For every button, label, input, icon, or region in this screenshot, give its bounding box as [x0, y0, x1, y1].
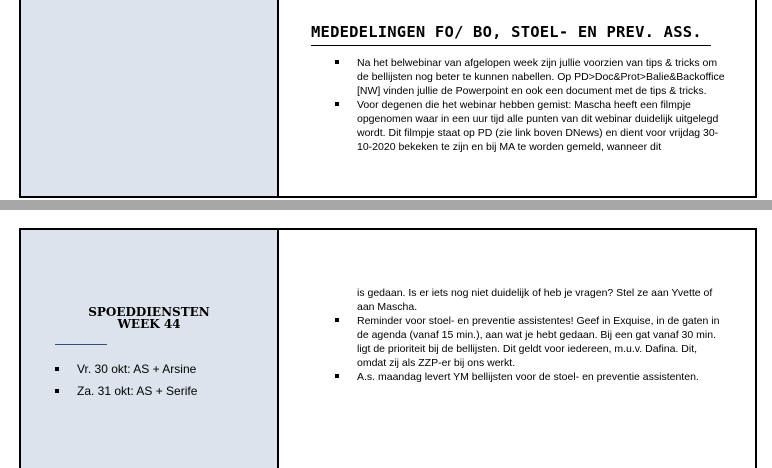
list-item: Vr. 30 okt: AS + Arsine — [55, 358, 197, 380]
newsletter-table — [19, 228, 757, 468]
list-item: Za. 31 okt: AS + Serife — [55, 380, 197, 402]
page-break — [0, 200, 772, 210]
mededelingen-cell — [279, 0, 755, 196]
list-item: Reminder voor stoel- en preventie assistentes! Geef in Exquise, in de gaten in de agenda (vanaf 15 min.), aan wat je hebt gedaan. Bij een gat vanaf 30 min. ligt de prioriteit bij de bellijsten. Dit geldt voor iedereen, m.u.v. Dafina. Dit, omdat zij als ZZP-er bij ons werkt. — [335, 314, 725, 370]
list-item: Na het belwebinar van afgelopen week zijn jullie voorzien van tips & tricks om de bellijsten nog beter te kunnen nabellen. Op PD>Doc&Prot>Balie&Backoffice [NW] vinden jullie de Powerpoint en ook een document met de tips & tricks. — [335, 56, 725, 98]
spoeddiensten-heading: SPOEDDIENSTEN WEEK 44 — [88, 305, 210, 331]
left-cell-empty — [21, 0, 279, 196]
spoeddiensten-cell — [21, 230, 279, 468]
document-page-2 — [0, 210, 772, 454]
heading-underline — [311, 45, 711, 46]
list-item: A.s. maandag levert YM bellijsten voor de stoel- en preventie assistenten. — [335, 370, 725, 384]
list-item: Voor degenen die het webinar hebben gemist: Mascha heeft een filmpje opgenomen waar in een uur tijd alle punten van dit webinar duidelijk uitgelegd wordt. Dit filmpje staat op PD (zie link boven DNews) en dient voor vrijdag 30-10-2020 bekeken te zijn en bij MA te worden gemeld, wanneer dit — [335, 98, 725, 154]
mededelingen-cell-continued — [279, 230, 755, 468]
mededelingen-heading: MEDEDELINGEN FO/ BO, STOEL- EN PREV. ASS. — [311, 23, 702, 41]
spoeddiensten-list — [55, 358, 197, 402]
mededelingen-list — [335, 56, 725, 154]
spoeddiensten-underline — [55, 344, 107, 345]
list-item-continuation: is gedaan. Is er iets nog niet duidelijk of heb je vragen? Stel ze aan Yvette of aan Mascha. — [357, 287, 713, 313]
document-page-1 — [0, 0, 772, 200]
newsletter-table — [19, 0, 757, 198]
mededelingen-list-continued — [335, 286, 725, 384]
